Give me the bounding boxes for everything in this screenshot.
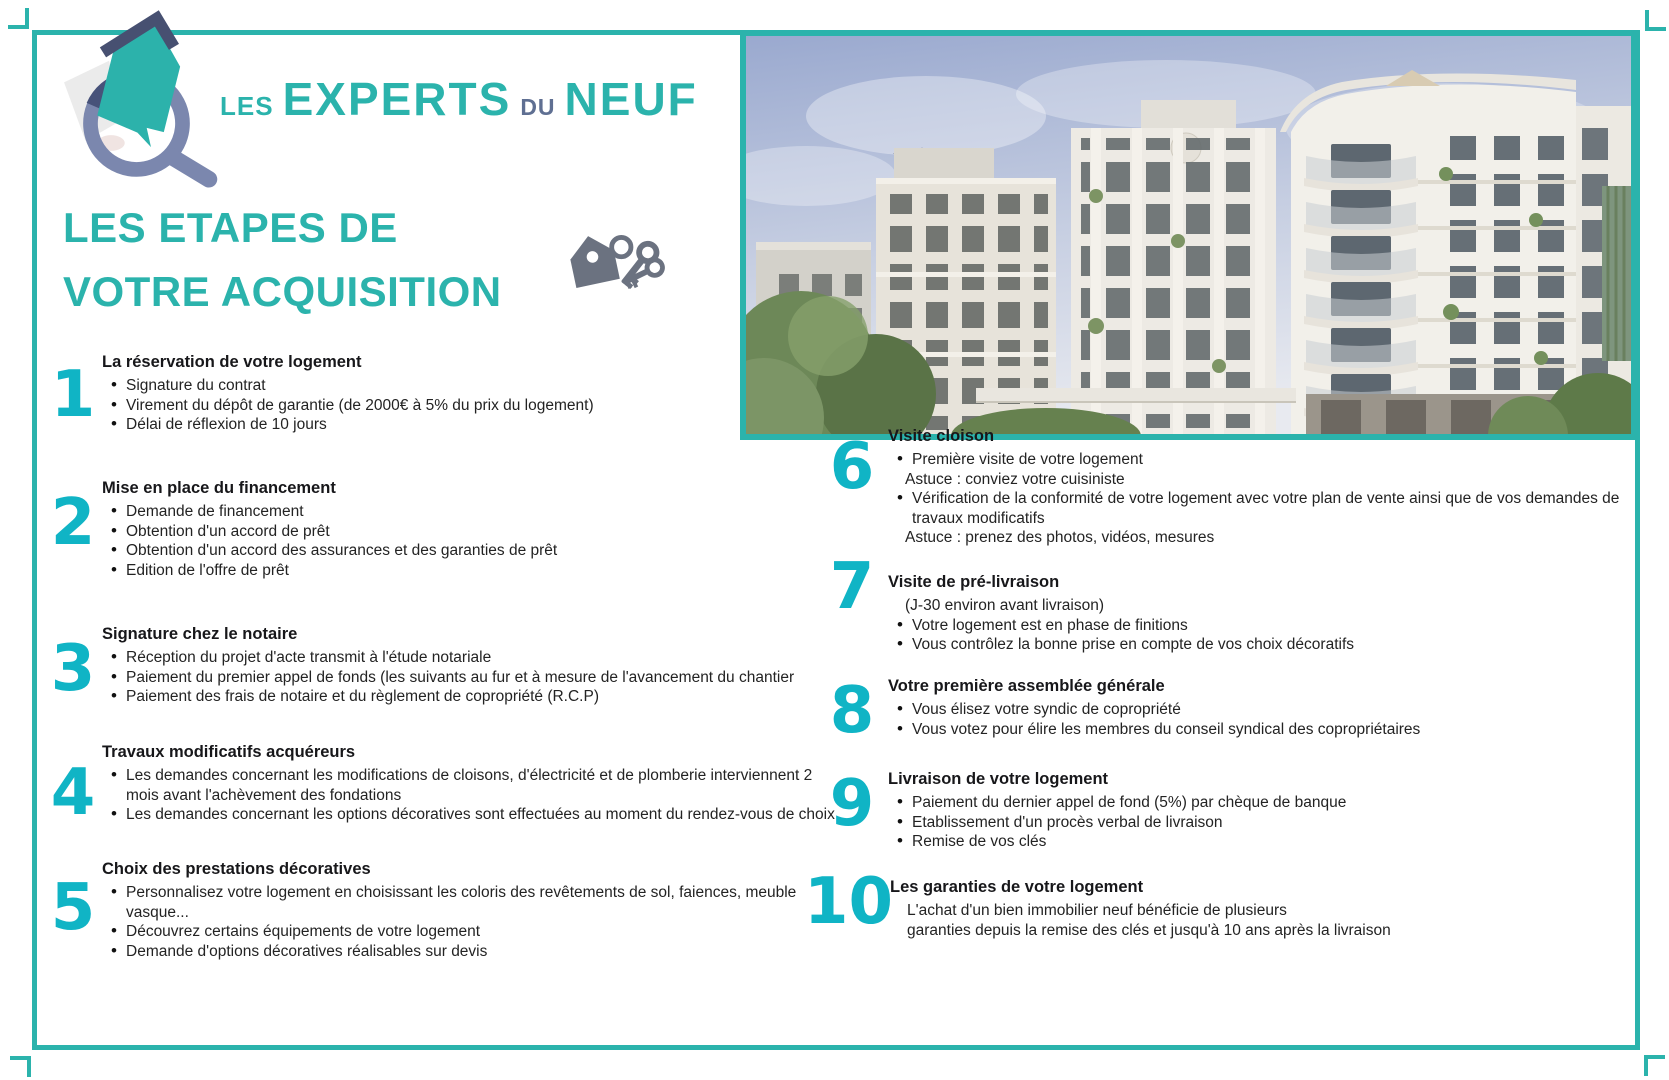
- step-title: Visite de pré-livraison: [888, 573, 1060, 591]
- step-title: Visite cloison: [888, 427, 995, 445]
- step-title: Signature chez le notaire: [102, 625, 298, 643]
- step-item: • Délai de réflexion de 10 jours: [102, 415, 814, 435]
- step-item: • Paiement du premier appel de fonds (les suivants au fur et à mesure de l'avancement du chantier: [102, 668, 824, 688]
- step-item: • Demande d'options décoratives réalisables sur devis: [102, 942, 824, 962]
- step-item: • Demande de financement: [102, 502, 814, 522]
- step-item: • Les demandes concernant les modifications de cloisons, d'électricité et de plomberie interviennent 2 mois avant l'achèvement des fondations: [102, 766, 836, 805]
- house-keychain-keys-icon: [560, 222, 672, 304]
- brand-word-du: DU: [520, 94, 556, 120]
- step-item: • Paiement des frais de notaire et du règlement de copropriété (R.C.P): [102, 687, 824, 707]
- step-2: [44, 478, 814, 580]
- step-item: Astuce : prenez des photos, vidéos, mesures: [905, 529, 1215, 546]
- step-title: Livraison de votre logement: [888, 770, 1109, 788]
- step-item: • Obtention d'un accord des assurances et des garanties de prêt: [102, 541, 814, 561]
- step-item: • Paiement du dernier appel de fond (5%) par chèque de banque: [888, 793, 1622, 813]
- step-item: • Virement du dépôt de garantie (de 2000€ à 5% du prix du logement): [102, 396, 814, 416]
- step-item: • Remise de vos clés: [888, 832, 1622, 852]
- step-number: 6: [829, 430, 875, 504]
- step-8: [822, 674, 1622, 748]
- step-item: • Réception du projet d'acte transmit à l'étude notariale: [102, 648, 824, 668]
- step-item: (J-30 environ avant livraison): [905, 597, 1105, 614]
- house-magnifier-icon: [50, 4, 222, 190]
- step-number: 5: [50, 871, 96, 945]
- step-title: Les garanties de votre logement: [890, 878, 1144, 896]
- brand-word-les: LES: [220, 91, 274, 121]
- step-number: 8: [829, 674, 875, 748]
- step-5: [44, 859, 824, 961]
- step-item: garanties depuis la remise des clés et jusqu'à 10 ans après la livraison: [907, 921, 1391, 939]
- step-6: [822, 426, 1622, 548]
- step-item: • Etablissement d'un procès verbal de livraison: [888, 813, 1622, 833]
- step-item: • Découvrez certains équipements de votre logement: [102, 922, 824, 942]
- step-9: [822, 769, 1622, 852]
- step-item: • Les demandes concernant les options décoratives sont effectuées au moment du rendez-vous de choix: [102, 805, 836, 825]
- brand-word-neuf: NEUF: [564, 73, 698, 125]
- step-7: [822, 550, 1622, 655]
- corner-mark-bottom-left: [10, 1056, 31, 1077]
- step-10: [804, 865, 1622, 940]
- new-building-photo: [740, 30, 1637, 440]
- step-3: [44, 624, 824, 707]
- brand-word-experts: EXPERTS: [282, 73, 512, 125]
- page-title-line2: VOTRE ACQUISITION: [63, 268, 502, 315]
- step-item: • Vous contrôlez la bonne prise en compte de vos choix décoratifs: [888, 635, 1622, 655]
- step-item: • Votre logement est en phase de finitions: [888, 616, 1622, 636]
- step-number: 4: [50, 756, 96, 830]
- step-title: Choix des prestations décoratives: [102, 860, 371, 878]
- page-title-line1: LES ETAPES DE: [63, 204, 398, 251]
- step-item: • Signature du contrat: [102, 376, 814, 396]
- step-item: • Vous votez pour élire les membres du conseil syndical des copropriétaires: [888, 720, 1622, 740]
- step-1: [44, 352, 814, 435]
- step-title: Travaux modificatifs acquéreurs: [102, 743, 356, 761]
- step-item: • Vous élisez votre syndic de copropriété: [888, 700, 1622, 720]
- page-title: [63, 196, 502, 324]
- corner-mark-top-right: [1645, 10, 1666, 31]
- step-title: Mise en place du financement: [102, 479, 336, 497]
- step-4: [44, 742, 836, 830]
- step-number: 10: [804, 865, 894, 939]
- step-item: • Première visite de votre logement: [888, 450, 1622, 470]
- step-number: 9: [829, 767, 875, 841]
- step-item: Astuce : conviez votre cuisiniste: [905, 470, 1125, 488]
- step-item: • Edition de l'offre de prêt: [102, 561, 814, 581]
- building-photo-illustration: [746, 36, 1631, 434]
- step-number: 1: [50, 358, 96, 432]
- step-number: 7: [829, 550, 875, 624]
- step-item: L'achat d'un bien immobilier neuf bénéficie de plusieurs: [907, 902, 1287, 919]
- corner-mark-top-left: [8, 8, 29, 29]
- step-item: • Vérification de la conformité de votre logement avec votre plan de vente ainsi que de vos demandes de travaux modificatifs: [888, 489, 1622, 528]
- step-item: • Personnalisez votre logement en choisissant les coloris des revêtements de sol, faiences, meuble vasque...: [102, 883, 824, 922]
- step-title: Votre première assemblée générale: [888, 677, 1165, 695]
- step-item: • Obtention d'un accord de prêt: [102, 522, 814, 542]
- brand-wordmark: [220, 72, 698, 126]
- step-number: 3: [50, 632, 96, 706]
- step-number: 2: [50, 486, 96, 560]
- corner-mark-bottom-right: [1644, 1055, 1665, 1076]
- step-title: La réservation de votre logement: [102, 353, 362, 371]
